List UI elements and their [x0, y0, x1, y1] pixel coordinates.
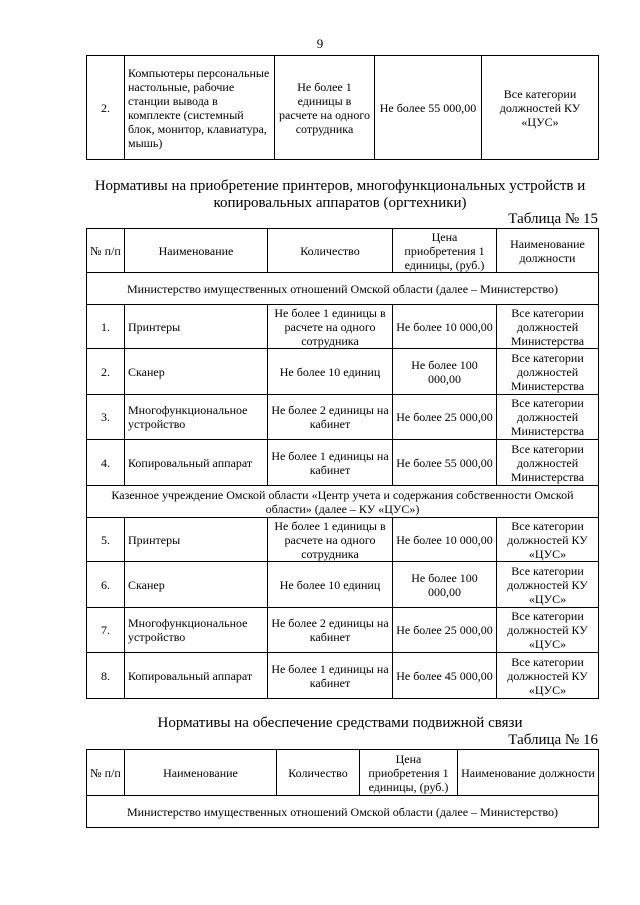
header-price: Цена приобретения 1 единицы, (руб.)	[360, 750, 458, 796]
header-position: Наименование должности	[458, 750, 599, 796]
table-row	[87, 653, 599, 699]
table-header-row	[87, 750, 599, 796]
header-quantity: Количество	[277, 750, 360, 796]
item-position: Все категории должностей КУ «ЦУС»	[482, 56, 599, 160]
item-quantity: Не более 10 единиц	[268, 562, 393, 608]
row-number: 3.	[87, 395, 125, 440]
item-position: Все категории должностей Министерства	[497, 395, 599, 440]
group-title: Казенное учреждение Омской области «Центр учета и содержания собственности Омской области» (далее – КУ «ЦУС»)	[87, 486, 599, 518]
item-name: Копировальный аппарат	[125, 440, 268, 486]
item-position: Все категории должностей КУ «ЦУС»	[497, 518, 599, 562]
table-15-label: Таблица № 15	[508, 211, 598, 227]
item-price: Не более 45 000,00	[393, 653, 497, 699]
item-name: Многофункциональное устройство	[125, 608, 268, 653]
group-row-ministry	[87, 273, 599, 305]
table-row	[87, 395, 599, 440]
item-name: Сканер	[125, 349, 268, 395]
table-16	[86, 749, 599, 828]
row-number: 6.	[87, 562, 125, 608]
group-title: Министерство имущественных отношений Омской области (далее – Министерство)	[87, 273, 599, 305]
group-title: Министерство имущественных отношений Омской области (далее – Министерство)	[87, 796, 599, 828]
item-name: Многофункциональное устройство	[125, 395, 268, 440]
table-row	[87, 562, 599, 608]
row-number: 7.	[87, 608, 125, 653]
row-number: 2.	[87, 56, 125, 160]
item-quantity: Не более 1 единицы на кабинет	[268, 653, 393, 699]
item-quantity: Не более 2 единицы на кабинет	[268, 395, 393, 440]
item-quantity: Не более 1 единицы в расчете на одного сотрудника	[268, 305, 393, 349]
item-position: Все категории должностей КУ «ЦУС»	[497, 653, 599, 699]
header-name: Наименование	[125, 229, 268, 273]
row-number: 8.	[87, 653, 125, 699]
table-15	[86, 228, 599, 699]
header-number: № п/п	[87, 229, 125, 273]
item-position: Все категории должностей КУ «ЦУС»	[497, 608, 599, 653]
row-number: 2.	[87, 349, 125, 395]
group-row-ministry	[87, 796, 599, 828]
item-price: Не более 55 000,00	[375, 56, 482, 160]
table-row	[87, 349, 599, 395]
item-price: Не более 100 000,00	[393, 562, 497, 608]
header-name: Наименование	[125, 750, 277, 796]
item-quantity: Не более 1 единицы в расчете на одного сотрудника	[268, 518, 393, 562]
section-16-heading: Нормативы на обеспечение средствами подвижной связи	[157, 715, 523, 731]
item-price: Не более 10 000,00	[393, 518, 497, 562]
table-row	[87, 440, 599, 486]
item-name: Компьютеры персональные настольные, рабочие станции вывода в комплекте (системный блок, монитор, клавиатура, мышь)	[125, 56, 275, 160]
group-row-kus	[87, 486, 599, 518]
header-position: Наименование должности	[497, 229, 599, 273]
item-name: Принтеры	[125, 518, 268, 562]
row-number: 1.	[87, 305, 125, 349]
item-name: Копировальный аппарат	[125, 653, 268, 699]
header-quantity: Количество	[268, 229, 393, 273]
item-position: Все категории должностей КУ «ЦУС»	[497, 562, 599, 608]
item-price: Не более 100 000,00	[393, 349, 497, 395]
row-number: 4.	[87, 440, 125, 486]
item-price: Не более 25 000,00	[393, 608, 497, 653]
item-price: Не более 10 000,00	[393, 305, 497, 349]
page-number: 9	[316, 36, 324, 51]
item-price: Не более 55 000,00	[393, 440, 497, 486]
item-quantity: Не более 10 единиц	[268, 349, 393, 395]
header-number: № п/п	[87, 750, 125, 796]
item-quantity: Не более 2 единицы на кабинет	[268, 608, 393, 653]
header-price: Цена приобретения 1 единицы, (руб.)	[393, 229, 497, 273]
table-row	[87, 56, 599, 160]
item-position: Все категории должностей Министерства	[497, 349, 599, 395]
table-16-label: Таблица № 16	[508, 732, 598, 748]
item-price: Не более 25 000,00	[393, 395, 497, 440]
item-name: Принтеры	[125, 305, 268, 349]
item-name: Сканер	[125, 562, 268, 608]
table-row	[87, 518, 599, 562]
table-row	[87, 608, 599, 653]
table-header-row	[87, 229, 599, 273]
item-quantity: Не более 1 единицы на кабинет	[268, 440, 393, 486]
item-quantity: Не более 1 единицы в расчете на одного сотрудника	[275, 56, 375, 160]
section-15-heading: Нормативы на приобретение принтеров, многофункциональных устройств и копировальных аппаратов (оргтехники)	[94, 178, 586, 211]
item-position: Все категории должностей Министерства	[497, 305, 599, 349]
table-14-continued	[86, 55, 599, 160]
item-position: Все категории должностей Министерства	[497, 440, 599, 486]
row-number: 5.	[87, 518, 125, 562]
table-row	[87, 305, 599, 349]
